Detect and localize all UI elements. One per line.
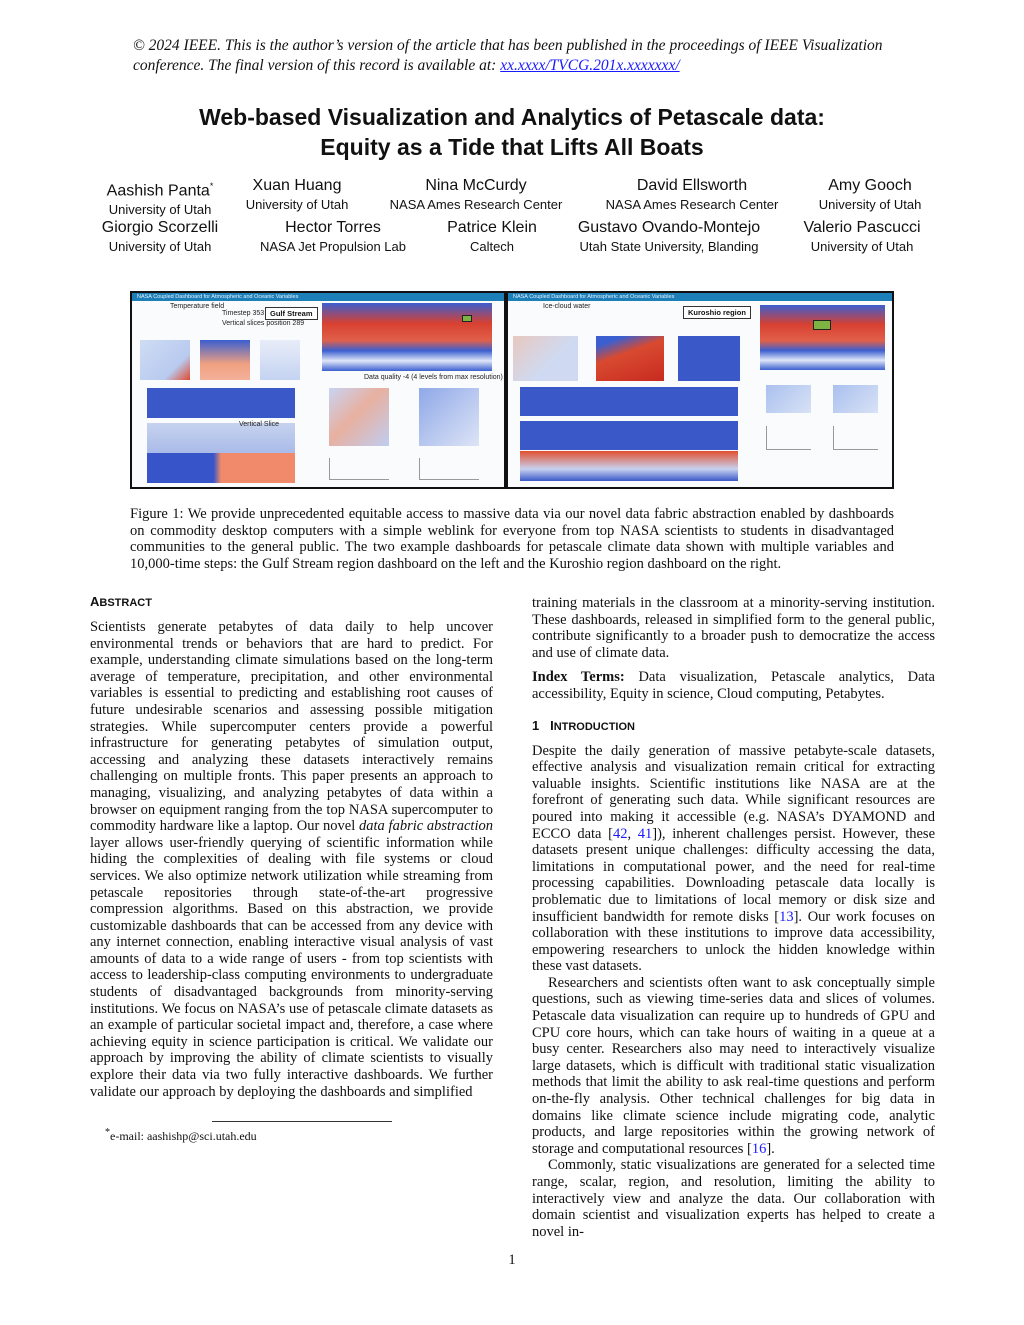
world-temperature-map xyxy=(760,305,885,370)
figure-1 xyxy=(130,291,894,489)
depth-slice-panel xyxy=(520,451,738,481)
horizontal-slice-panel xyxy=(520,387,738,416)
heatmap-panel xyxy=(596,336,664,381)
intro-paragraph: Despite the daily generation of massive petabyte-scale datasets, effective analysis and visualization remain critical for extracting valuable insights. Scientific institutions like NASA are at the forefront of generating such data. While significant resources are poured into making it accessible (e.g. NASA’s DYAMOND and ECCO data [42, 41]), inherent challenges persist. However, these datasets present unique challenges: difficulty accessing the data, limitations in computational power, and the need for real-time processing capabilities. Downloading petascale data locally is problematic due to limitations of local memory or disk size and insufficient bandwidth for remote disks [13]. Our work focuses on collaboration with these institutions to improve data accessibility, empowering researchers to unlock the hidden knowledge within these vast datasets. xyxy=(532,742,936,975)
author: Patrice Klein Caltech xyxy=(447,219,537,254)
line-plot xyxy=(329,458,389,480)
doi-link[interactable]: xx.xxxx/TVCG.201x.xxxxxxx/ xyxy=(500,57,680,74)
heatmap-panel xyxy=(200,340,250,380)
abstract-continued: training materials in the classroom at a minority-serving institution. These dashboards, released in simplified form to the general public, contribute significantly to a broader push to democratize the access and use of climate data. xyxy=(532,595,935,661)
world-temperature-map xyxy=(322,303,492,371)
line-plot xyxy=(766,426,811,450)
abstract-heading: ABSTRACT xyxy=(90,594,152,609)
right-column xyxy=(532,595,935,1240)
author: Amy Gooch University of Utah xyxy=(818,177,922,212)
author: David Ellsworth NASA Ames Research Center xyxy=(605,177,779,212)
line-plot xyxy=(419,458,479,480)
zoom-panel xyxy=(833,385,878,413)
author: Hector Torres NASA Jet Propulsion Lab xyxy=(260,219,406,254)
figure-caption: Figure 1: We provide unprecedented equitable access to massive data via our novel data fabric abstraction enabled by dashboards on commodity desktop computers with a simple weblink for everyone from top NASA scientists to students in disadvantaged communities to the general public. The two example dashboards for petascale climate data shown with multiple variables and 10,000-time steps: the Gulf Stream region dashboard on the left and the Kuroshio region dashboard on the right. xyxy=(130,506,894,572)
region-marker xyxy=(462,315,472,322)
page-number: 1 xyxy=(508,1252,516,1268)
zoom-panel xyxy=(766,385,811,413)
footnote-rule xyxy=(212,1121,392,1122)
author: Aashish Panta* University of Utah xyxy=(106,181,214,218)
zoom-panel xyxy=(419,388,479,446)
intro-paragraph: Researchers and scientists often want to ask conceptually simple questions, such as viewing time-series data and slices of volumes. Petascale data visualization can require up to hundreds of GPU and CPU core hours, which can take hours of waiting in a queue at a busy center. Researchers also may need to interactively visualize large datasets, which is difficult with traditional static visualization methods that limit the ability to ask real-time questions and perform on-the-fly analysis. Other technical challenges for big data in domains like climate science include migrating code, analytic products, and large repositories within the growing network of storage and computational resources [16]. xyxy=(532,974,935,1157)
paper-title: Web-based Visualization and Analytics of Petascale data: Equity as a Tide that Lifts All Boats xyxy=(199,104,825,160)
intro-paragraph: Commonly, static visualizations are generated for a selected time range, scalar, region, and resolution, limiting the ability to interactively view and analyze the data. Our collaboration with domain scientist and visualization experts has helped to create a novel in- xyxy=(532,1157,935,1240)
depth-slice-panel xyxy=(147,453,295,483)
author: Xuan Huang University of Utah xyxy=(245,177,349,212)
zoom-panel xyxy=(329,388,389,446)
citation-link[interactable]: 41 xyxy=(637,825,653,842)
left-column xyxy=(90,594,493,1100)
author: Giorgio Scorzelli University of Utah xyxy=(101,219,219,254)
author: Nina McCurdy NASA Ames Research Center xyxy=(389,177,563,212)
footnote: *e-mail: aashishp@sci.utah.edu xyxy=(105,1127,257,1143)
author: Valerio Pascucci University of Utah xyxy=(803,219,921,254)
vertical-slice-panel xyxy=(520,421,738,450)
line-plot xyxy=(833,426,878,450)
citation-link[interactable]: 13 xyxy=(779,908,794,925)
heatmap-panel xyxy=(260,340,300,380)
heatmap-panel xyxy=(513,336,578,381)
kuroshio-dashboard: NASA Coupled Dashboard for Atmospheric and Oceanic Variables Ice-cloud water Kuroshio region xyxy=(508,293,892,487)
citation-link[interactable]: 16 xyxy=(751,1140,767,1157)
copyright-notice: © 2024 IEEE. This is the author’s version of the article that has been published in the proceedings of IEEE Visualization conference. The final version of this record is available at: xx.xxxx/TVCG.201x.xxxxxxx/ xyxy=(133,37,883,74)
region-marker xyxy=(813,320,831,330)
author: Gustavo Ovando-Montejo Utah State University, Blanding xyxy=(577,219,761,254)
gulf-stream-dashboard: NASA Coupled Dashboard for Atmospheric and Oceanic Variables Temperature field Timestep 353 Gulf Stream Vertical slices position 289 Data quality -4 (4 levels from max resolution) Vertical Slice xyxy=(132,293,504,487)
horizontal-slice-panel xyxy=(147,388,295,418)
heatmap-panel xyxy=(678,336,740,381)
index-terms: Index Terms: Data visualization, Petascale analytics, Data accessibility, Equity in science, Cloud computing, Petabytes. xyxy=(532,669,935,702)
abstract-text: Scientists generate petabytes of data daily to help uncover environmental trends or behaviors that are hard to predict. For example, understanding climate simulations based on the long-term average of temperature, precipitation, and other environmental variables is essential to predicting and establishing root causes of future undesirable scenarios and assessing possible mitigation strategies. While supercomputer centers provide a powerful infrastructure for generating petabytes of simulation output, accessing and analyzing these datasets interactively remains challenging on multiple fronts. This paper presents an approach to managing, visualizing, and analyzing petabytes of data within a browser on equipment ranging from the top NASA supercomputer to commodity hardware like a laptop. Our novel data fabric abstraction layer allows user-friendly querying of scientific information while hiding the complexities of dealing with file systems or cloud services. We also optimize network utilization while streaming from petascale repositories through state-of-the-art progressive compression algorithms. Based on this abstraction, we provide customizable dashboards that can be accessed from any device with any internet connection, enabling interactive visual analysis of vast amounts of data to a wide range of users - from top scientists with access to leadership-class computing environments to undergraduate students of disadvantaged backgrounds from minority-serving institutions. We focus on NASA’s use of petascale climate datasets as an example of particular societal impact and, therefore, a case where achieving equity in science participation is critical. We validate our approach by improving the ability of climate scientists to visually explore their data via two fully interactive dashboards. We further validate our approach by deploying the dashboards and simplified xyxy=(90,619,493,1100)
introduction-heading: 1 INTRODUCTION xyxy=(532,717,635,733)
citation-link[interactable]: 42 xyxy=(612,825,628,842)
heatmap-panel xyxy=(140,340,190,380)
